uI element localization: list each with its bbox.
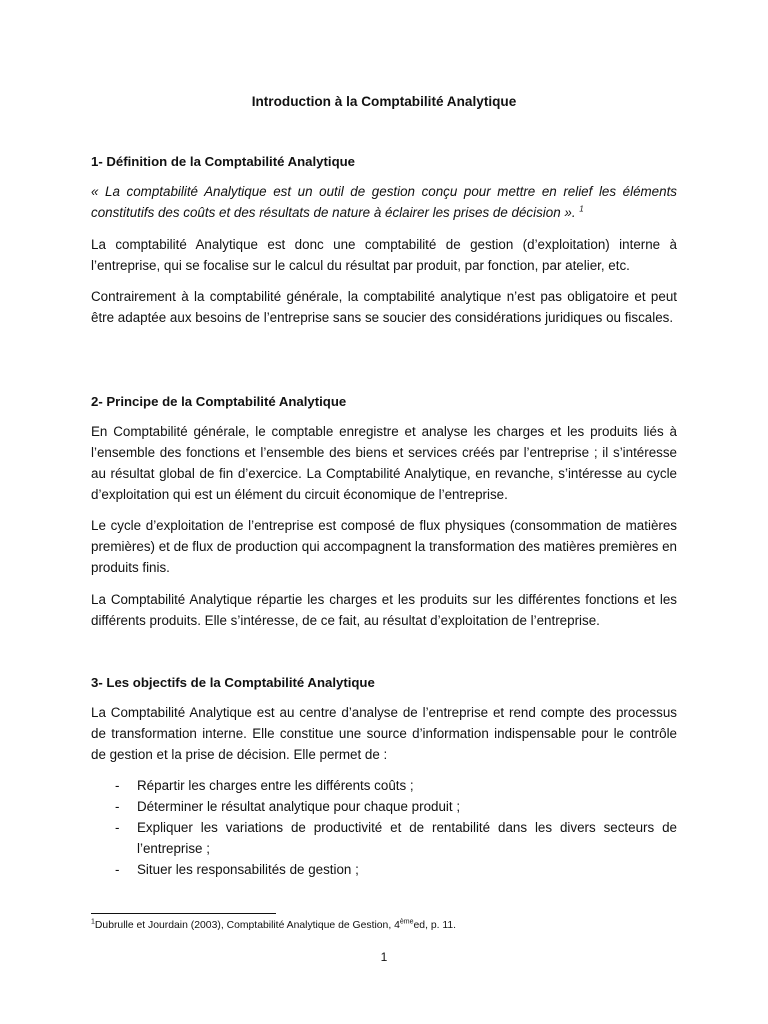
list-item-text: Déterminer le résultat analytique pour chaque produit ;	[137, 799, 461, 814]
page-number: 1	[380, 950, 388, 964]
document-title: Introduction à la Comptabilité Analytique	[251, 94, 517, 109]
paragraph: La Comptabilité Analytique est au centre d’analyse de l’entreprise et rend compte des processus de transformation interne. Elle constitue une source d’information indispensable pour le contrôle de gestion et la prise de décision. Elle permet de :	[91, 705, 677, 762]
paragraph: Contrairement à la comptabilité générale, la comptabilité analytique n’est pas obligatoire et peut être adaptée aux besoins de l’entreprise sans se soucier des considérations juridiques ou fiscales.	[91, 289, 677, 325]
footnote	[91, 918, 456, 934]
paragraph: En Comptabilité générale, le comptable enregistre et analyse les charges et les produits liés à l’ensemble des fonctions et l’ensemble des biens et services créés par l’entreprise ; il s’intéresse au résultat global de fin d’exercice. La Comptabilité Analytique, en revanche, s’intéresse au cycle d’exploitation qui est un élément du circuit économique de l’entreprise.	[91, 424, 677, 502]
quote-text: « La comptabilité Analytique est un outil de gestion conçu pour mettre en relief les éléments constitutifs des coûts et des résultats de nature à éclairer les prises de décision ».	[91, 184, 677, 220]
list-item	[91, 796, 677, 817]
list-item	[91, 817, 677, 859]
list-item-text: Situer les responsabilités de gestion ;	[137, 862, 359, 877]
list-item-text: Expliquer les variations de productivité et de rentabilité dans les divers secteurs de l’entreprise ;	[137, 820, 677, 856]
section-heading-definition: 1- Définition de la Comptabilité Analytique	[91, 154, 356, 169]
footnote-mark: 1	[91, 918, 95, 926]
bullet-marker: -	[115, 862, 120, 877]
footnote-text-end: ed, p. 11.	[413, 920, 457, 931]
bullet-marker: -	[115, 799, 120, 814]
list-item-text: Répartir les charges entre les différents coûts ;	[137, 778, 414, 793]
paragraph: La comptabilité Analytique est donc une comptabilité de gestion (d’exploitation) interne à l’entreprise, qui se focalise sur le calcul du résultat par produit, par fonction, par atelier, etc.	[91, 237, 677, 273]
bullet-marker: -	[115, 820, 120, 835]
paragraph: La Comptabilité Analytique répartie les charges et les produits sur les différentes fonctions et les différents produits. Elle s’intéresse, de ce fait, au résultat d’exploitation de l’entreprise.	[91, 592, 677, 628]
section-heading-principe: 2- Principe de la Comptabilité Analytique	[91, 394, 347, 409]
footnote-reference: 1	[579, 204, 584, 214]
footnote-text: Dubrulle et Jourdain (2003), Comptabilité Analytique de Gestion, 4	[94, 920, 400, 931]
footnote-superscript: ème	[399, 918, 414, 926]
definition-quote	[91, 181, 677, 223]
bullet-marker: -	[115, 778, 120, 793]
list-item	[91, 775, 677, 796]
footnote-separator	[91, 913, 276, 914]
section-heading-objectifs: 3- Les objectifs de la Comptabilité Analytique	[91, 675, 375, 690]
paragraph: Le cycle d’exploitation de l’entreprise est composé de flux physiques (consommation de matières premières) et de flux de production qui accompagnent la transformation des matières premières en produits finis.	[91, 518, 677, 575]
list-item	[91, 859, 677, 880]
objectives-list	[91, 775, 677, 880]
